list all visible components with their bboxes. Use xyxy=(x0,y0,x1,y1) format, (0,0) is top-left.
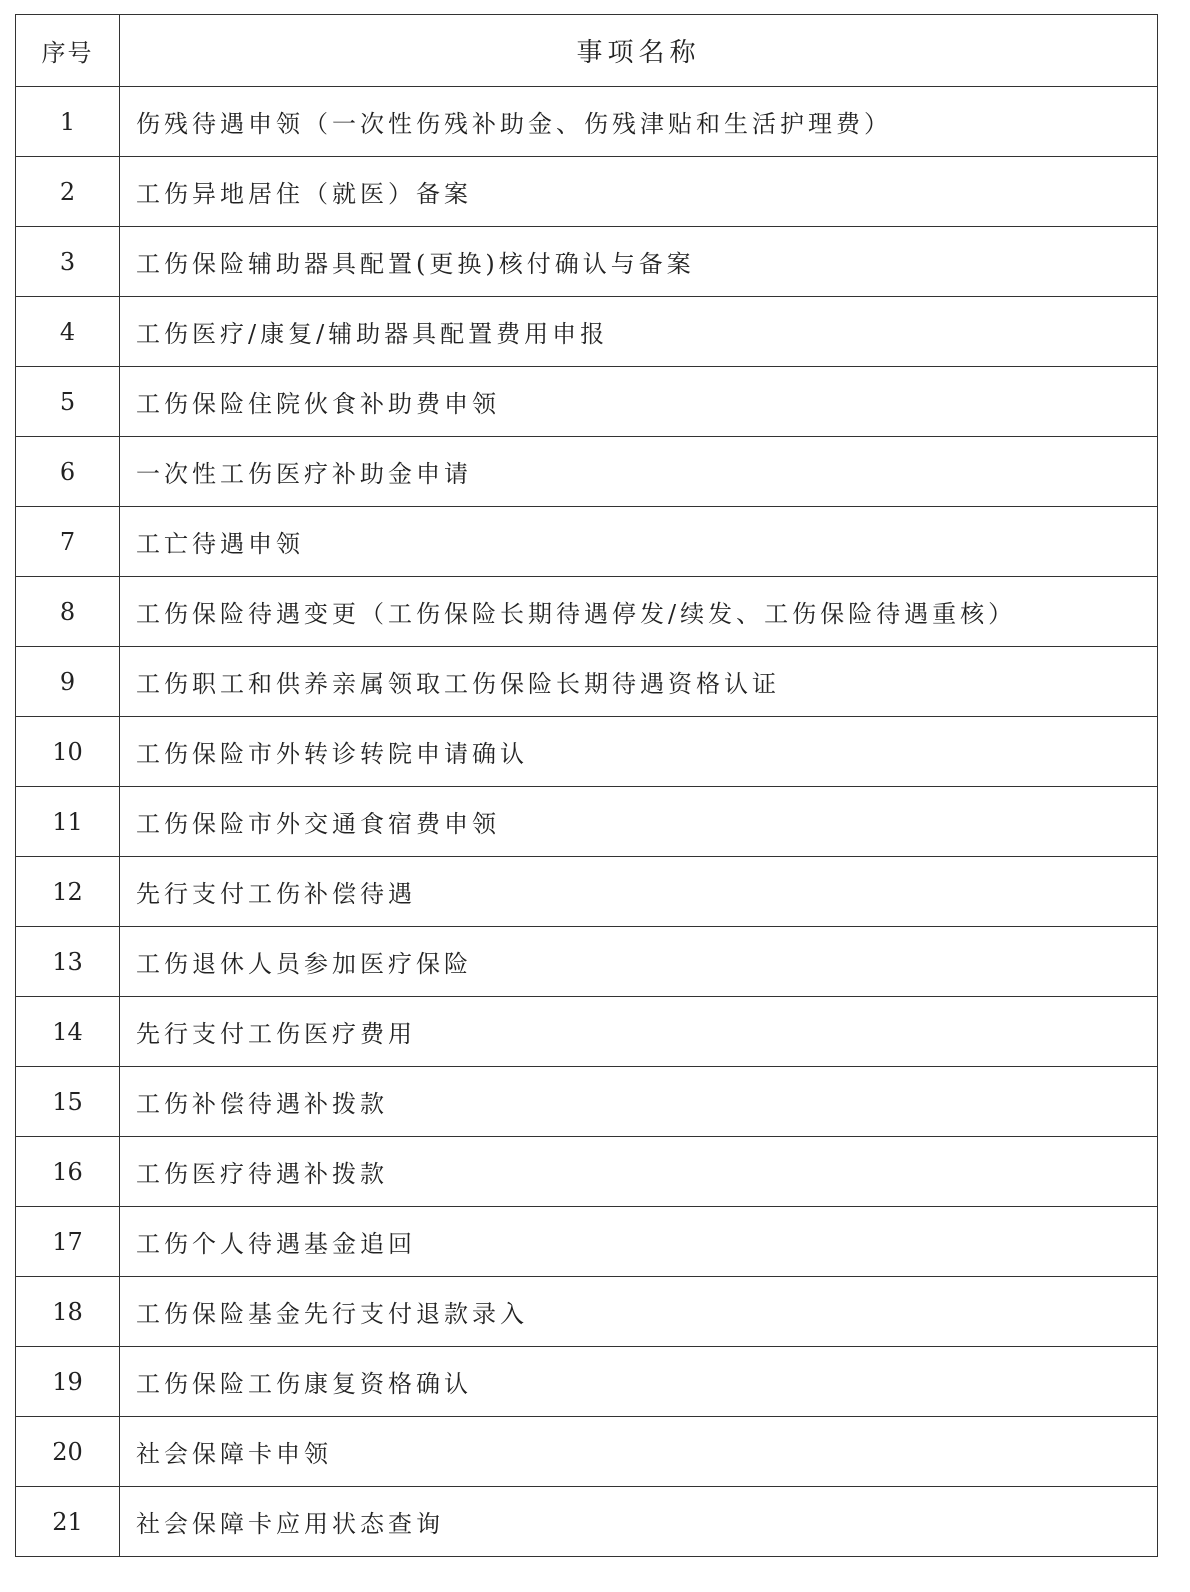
row-number: 7 xyxy=(16,507,120,577)
row-item-name: 工伤保险市外交通食宿费申领 xyxy=(120,787,1158,857)
row-number: 19 xyxy=(16,1347,120,1417)
table-row xyxy=(16,507,1158,577)
header-item-name: 事项名称 xyxy=(120,15,1158,87)
row-item-name: 工伤退休人员参加医疗保险 xyxy=(120,927,1158,997)
table-row xyxy=(16,1207,1158,1277)
row-number: 20 xyxy=(16,1417,120,1487)
row-item-name: 工伤医疗待遇补拨款 xyxy=(120,1137,1158,1207)
row-number: 8 xyxy=(16,577,120,647)
row-number: 16 xyxy=(16,1137,120,1207)
table-row xyxy=(16,577,1158,647)
row-number: 18 xyxy=(16,1277,120,1347)
row-number: 21 xyxy=(16,1487,120,1557)
row-item-name: 工伤医疗/康复/辅助器具配置费用申报 xyxy=(120,297,1158,367)
table-row xyxy=(16,297,1158,367)
row-item-name: 工伤保险市外转诊转院申请确认 xyxy=(120,717,1158,787)
row-number: 9 xyxy=(16,647,120,717)
table-row xyxy=(16,717,1158,787)
row-number: 17 xyxy=(16,1207,120,1277)
table-row xyxy=(16,1137,1158,1207)
row-item-name: 工伤个人待遇基金追回 xyxy=(120,1207,1158,1277)
row-item-name: 工伤职工和供养亲属领取工伤保险长期待遇资格认证 xyxy=(120,647,1158,717)
table-row xyxy=(16,1067,1158,1137)
row-number: 1 xyxy=(16,87,120,157)
row-number: 2 xyxy=(16,157,120,227)
row-item-name: 工亡待遇申领 xyxy=(120,507,1158,577)
row-number: 6 xyxy=(16,437,120,507)
row-item-name: 一次性工伤医疗补助金申请 xyxy=(120,437,1158,507)
table-row xyxy=(16,927,1158,997)
table-row xyxy=(16,227,1158,297)
row-item-name: 工伤保险工伤康复资格确认 xyxy=(120,1347,1158,1417)
table-row xyxy=(16,787,1158,857)
row-item-name: 工伤保险待遇变更（工伤保险长期待遇停发/续发、工伤保险待遇重核） xyxy=(120,577,1158,647)
row-number: 14 xyxy=(16,997,120,1067)
row-item-name: 先行支付工伤补偿待遇 xyxy=(120,857,1158,927)
table-row xyxy=(16,1277,1158,1347)
row-number: 10 xyxy=(16,717,120,787)
row-number: 13 xyxy=(16,927,120,997)
row-item-name: 先行支付工伤医疗费用 xyxy=(120,997,1158,1067)
row-item-name: 工伤异地居住（就医）备案 xyxy=(120,157,1158,227)
row-item-name: 伤残待遇申领（一次性伤残补助金、伤残津贴和生活护理费） xyxy=(120,87,1158,157)
row-item-name: 工伤补偿待遇补拨款 xyxy=(120,1067,1158,1137)
row-item-name: 社会保障卡应用状态查询 xyxy=(120,1487,1158,1557)
header-number: 序号 xyxy=(16,15,120,87)
row-number: 4 xyxy=(16,297,120,367)
table-row xyxy=(16,1487,1158,1557)
row-item-name: 工伤保险住院伙食补助费申领 xyxy=(120,367,1158,437)
row-item-name: 工伤保险基金先行支付退款录入 xyxy=(120,1277,1158,1347)
row-number: 11 xyxy=(16,787,120,857)
table-row xyxy=(16,367,1158,437)
table-row xyxy=(16,1347,1158,1417)
row-number: 15 xyxy=(16,1067,120,1137)
table-row xyxy=(16,437,1158,507)
table-row xyxy=(16,647,1158,717)
row-number: 5 xyxy=(16,367,120,437)
row-number: 3 xyxy=(16,227,120,297)
table-header-row xyxy=(16,15,1158,87)
table-row xyxy=(16,1417,1158,1487)
row-item-name: 社会保障卡申领 xyxy=(120,1417,1158,1487)
table-row xyxy=(16,87,1158,157)
row-item-name: 工伤保险辅助器具配置(更换)核付确认与备案 xyxy=(120,227,1158,297)
items-table xyxy=(15,14,1158,1557)
table-row xyxy=(16,997,1158,1067)
row-number: 12 xyxy=(16,857,120,927)
table-row xyxy=(16,157,1158,227)
table-row xyxy=(16,857,1158,927)
